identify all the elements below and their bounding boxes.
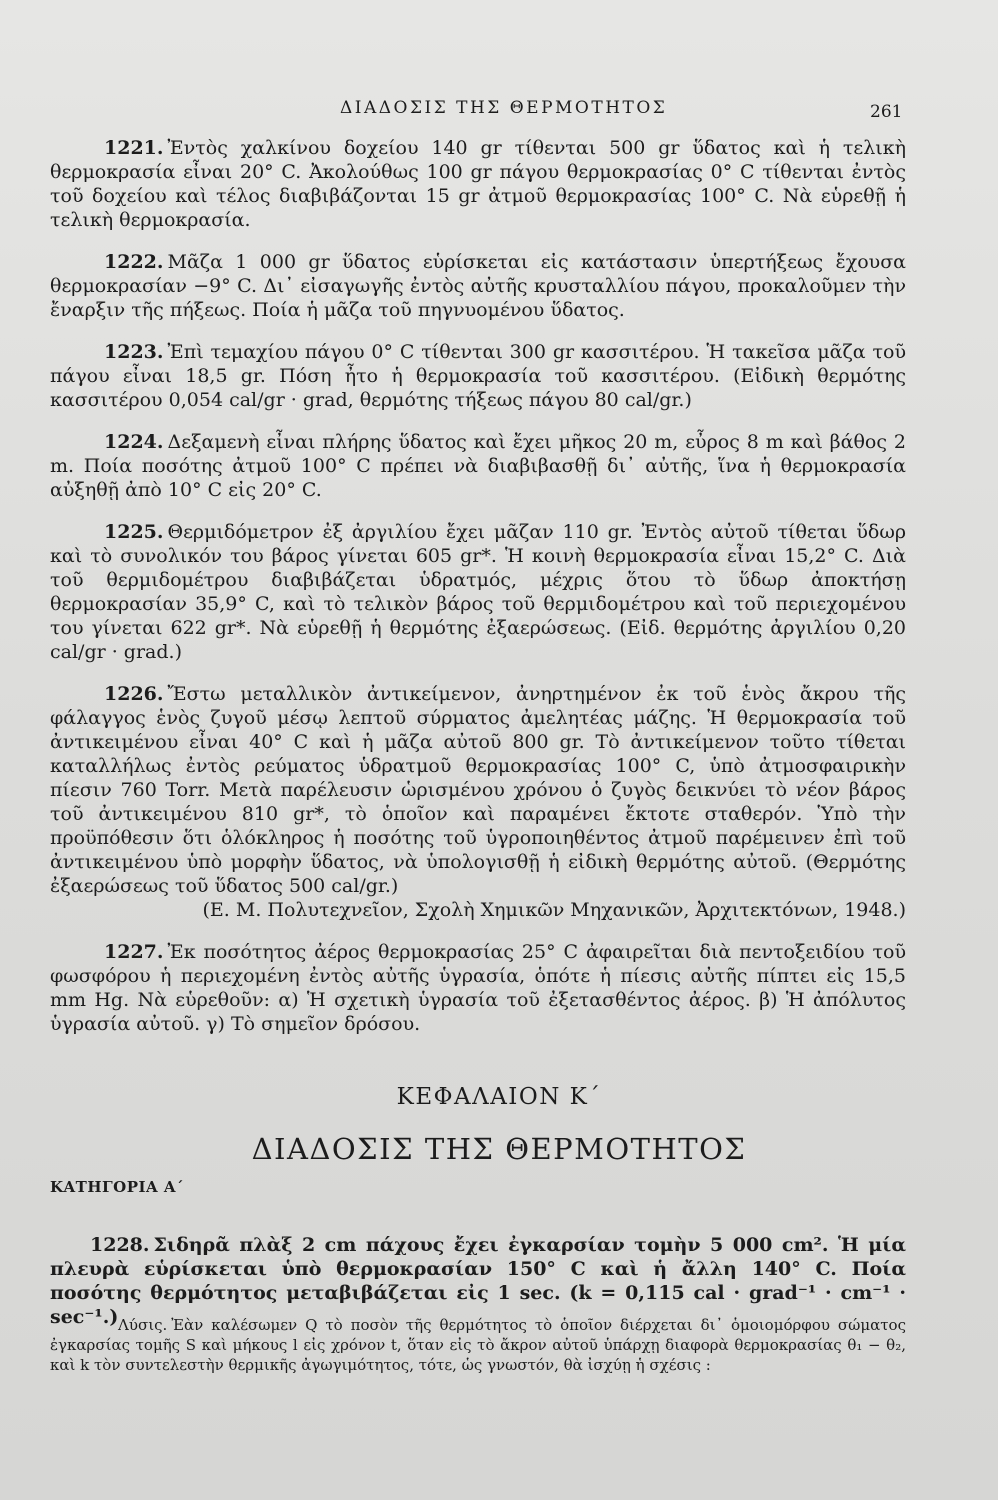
problem-number: 1222. xyxy=(104,251,164,273)
problem-text: Δεξαμενὴ εἶναι πλήρης ὕδατος καὶ ἔχει μῆκος 20 m, εὖρος 8 m καὶ βάθος 2 m. Ποία ποσότης ἀτμοῦ 100° C πρέπει νὰ διαβιβασθῇ δι᾽ αὐτῆς, ἵνα ἡ θερμοκρασία αὐξηθῇ ἀπὸ 10° C εἰς 20° C. xyxy=(50,431,906,501)
problem-text: Μᾶζα 1 000 gr ὕδατος εὑρίσκεται εἰς κατάστασιν ὑπερτήξεως ἔχουσα θερμοκρασίαν −9° C. Δι᾽ εἰσαγωγῆς ἐντὸς αὐτῆς κρυσταλλίου πάγου, προκαλοῦμεν τὴν ἔναρξιν τῆς πήξεως. Ποία ἡ μᾶζα τοῦ πηγνυομένου ὕδατος. xyxy=(50,251,906,321)
problem-1223 xyxy=(50,340,906,412)
problem-number: 1225. xyxy=(104,521,164,543)
problem-number: 1227. xyxy=(104,941,164,963)
problem-1222 xyxy=(50,250,906,322)
problem-number: 1224. xyxy=(104,431,164,453)
problem-1225 xyxy=(50,520,906,664)
problems-section xyxy=(50,136,906,1054)
solution-label: Λύσις. xyxy=(118,1316,168,1334)
solution-text: Ἐὰν καλέσωμεν Q τὸ ποσὸν τῆς θερμότητος τὸ ὁποῖον διέρχεται δι᾽ ὁμοιομόρφου σώματος ἐγκαρσίας τομῆς S καὶ μήκους l εἰς χρόνον t, ὅταν εἰς τὸ ἄκρον αὐτοῦ ὑπάρχῃ διαφορὰ θερμοκρασίας θ₁ − θ₂, καὶ k τὸν συντελεστὴν θερμικῆς ἀγωγιμότητος, τότε, ὡς γνωστόν, θὰ ἰσχύῃ ἡ σχέσις : xyxy=(50,1316,906,1374)
problem-1227 xyxy=(50,940,906,1036)
problem-text: Θερμιδόμετρον ἐξ ἀργιλίου ἔχει μᾶζαν 110 gr. Ἐντὸς αὐτοῦ τίθεται ὕδωρ καὶ τὸ συνολικόν του βάρος γίνεται 605 gr*. Ἡ κοινὴ θερμοκρασία εἶναι 15,2° C. Διὰ τοῦ θερμιδομέτρου διαβιβάζεται ὑδρατμός, μέχρις ὅτου τὸ ὕδωρ ἀποκτήσῃ θερμοκρασίαν 35,9° C, καὶ τὸ τελικὸν βάρος τοῦ θερμιδομέτρου καὶ τοῦ περιεχομένου του γίνεται 622 gr*. Νὰ εὑρεθῇ ἡ θερμότης ἐξαερώσεως. (Εἰδ. θερμότης ἀργιλίου 0,20 cal/gr · grad.) xyxy=(50,521,906,663)
problem-attribution: (Ε. Μ. Πολυτεχνεῖον, Σχολὴ Χημικῶν Μηχανικῶν, Ἀρχιτεκτόνων, 1948.) xyxy=(202,899,906,921)
chapter-label: ΚΕΦΑΛΑΙΟΝ Κ΄ xyxy=(396,1084,602,1110)
problem-text: Σιδηρᾶ πλὰξ 2 cm πάχους ἔχει ἐγκαρσίαν τομὴν 5 000 cm². Ἡ μία πλευρὰ εὑρίσκεται ὑπὸ θερμοκρασίαν 150° C καὶ ἡ ἄλλη 140° C. Ποία ποσότης θερμότητος μεταβιβάζεται εἰς 1 sec. (k = 0,115 cal · grad⁻¹ · cm⁻¹ · sec⁻¹.) xyxy=(50,1234,906,1328)
page-header xyxy=(0,98,998,128)
problem-1226 xyxy=(50,682,906,898)
running-head: ΔΙΑΔΟΣΙΣ ΤΗΣ ΘΕΡΜΟΤΗΤΟΣ xyxy=(340,98,668,118)
solution-paragraph xyxy=(50,1315,906,1375)
problem-text: Ἐντὸς χαλκίνου δοχείου 140 gr τίθενται 500 gr ὕδατος καὶ ἡ τελικὴ θερμοκρασία εἶναι 20° C. Ἀκολούθως 100 gr πάγου θερμοκρασίας 0° C τίθενται ἐντὸς τοῦ δοχείου καὶ τέλος διαβιβάζονται 15 gr ἀτμοῦ θερμοκρασίας 100° C. Νὰ εὑρεθῇ ἡ τελικὴ θερμοκρασία. xyxy=(50,137,906,231)
category-heading: ΚΑΤΗΓΟΡΙΑ Α΄ xyxy=(50,1178,185,1196)
page-number: 261 xyxy=(870,102,903,122)
problem-number: 1226. xyxy=(104,683,164,705)
problem-1224 xyxy=(50,430,906,502)
problem-number: 1223. xyxy=(104,341,164,363)
chapter-title: ΔΙΑΔΟΣΙΣ ΤΗΣ ΘΕΡΜΟΤΗΤΟΣ xyxy=(251,1132,747,1166)
problem-text: Ἐπὶ τεμαχίου πάγου 0° C τίθενται 300 gr κασσιτέρου. Ἡ τακεῖσα μᾶζα τοῦ πάγου εἶναι 18,5 gr. Πόση ἦτο ἡ θερμοκρασία τοῦ κασσιτέρου. (Εἰδικὴ θερμότης κασσιτέρου 0,054 cal/gr · grad, θερμότης τήξεως πάγου 80 cal/gr.) xyxy=(50,341,906,411)
problem-text: Ἔστω μεταλλικὸν ἀντικείμενον, ἀνηρτημένον ἐκ τοῦ ἑνὸς ἄκρου τῆς φάλαγγος ἑνὸς ζυγοῦ μέσῳ λεπτοῦ σύρματος ἀμελητέας μάζης. Ἡ θερμοκρασία τοῦ ἀντικειμένου εἶναι 40° C καὶ ἡ μᾶζα αὐτοῦ 800 gr. Τὸ ἀντικείμενον τοῦτο τίθεται καταλλήλως ἐντὸς ρεύματος ὑδρατμοῦ θερμοκρασίας 100° C, ὑπὸ ἀτμοσφαιρικὴν πίεσιν 760 Torr. Μετὰ παρέλευσιν ὡρισμένου χρόνου ὁ ζυγὸς δεικνύει τὸ νέον βάρος τοῦ ἀντικειμένου 810 gr*, τὸ ὁποῖον καὶ παραμένει ἔκτοτε σταθερόν. Ὑπὸ τὴν προϋπόθεσιν ὅτι ὁλόκληρος ἡ ποσότης τοῦ ὑγροποιηθέντος ἀτμοῦ παρέμεινεν ἐπὶ τοῦ ἀντικειμένου ὑπὸ μορφὴν ὕδατος, νὰ ὑπολογισθῇ ἡ εἰδικὴ θερμότης αὐτοῦ. (Θερμότης ἐξαερώσεως τοῦ ὕδατος 500 cal/gr.) xyxy=(50,683,906,897)
problem-text: Ἐκ ποσότητος ἀέρος θερμοκρασίας 25° C ἀφαιρεῖται διὰ πεντοξειδίου τοῦ φωσφόρου ἡ περιεχομένη ἐντὸς αὐτῆς ὑγρασία, ὁπότε ἡ πίεσις αὐτῆς πίπτει εἰς 15,5 mm Hg. Νὰ εὑρεθοῦν: α) Ἡ σχετικὴ ὑγρασία τοῦ ἐξετασθέντος ἀέρος. β) Ἡ ἀπόλυτος ὑγρασία αὐτοῦ. γ) Τὸ σημεῖον δρόσου. xyxy=(50,941,906,1035)
problem-1221 xyxy=(50,136,906,232)
problem-number: 1221. xyxy=(104,137,164,159)
problem-number: 1228. xyxy=(90,1234,150,1256)
